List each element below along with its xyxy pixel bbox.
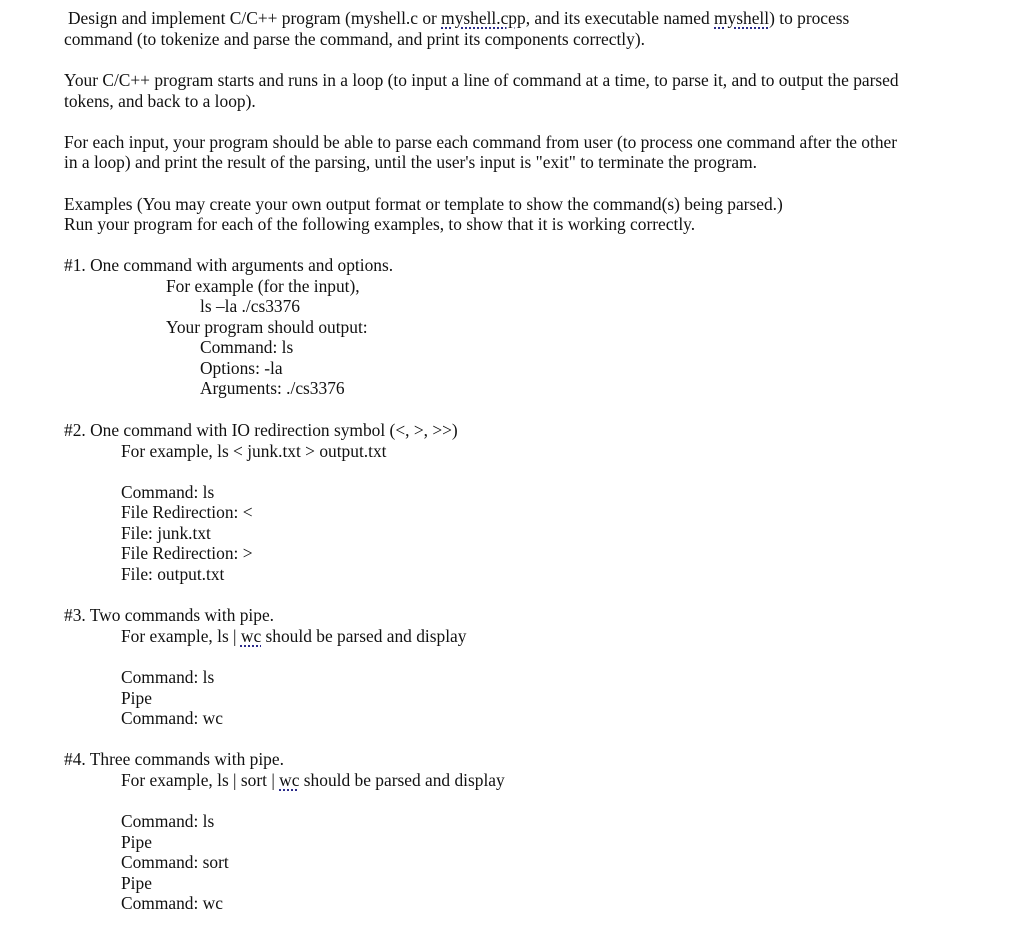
filename-cpp: myshell.cpp <box>441 8 526 28</box>
example-3-for-example <box>121 626 466 647</box>
example-3-output-line: Pipe <box>121 688 152 708</box>
example-2-output-line: File Redirection: > <box>121 543 253 563</box>
example-4-output-line: Command: sort <box>121 852 229 872</box>
example-1-input: ls –la ./cs3376 <box>200 296 300 316</box>
example-3-output-line: Command: wc <box>121 708 223 728</box>
example-1-output-line: Options: -la <box>200 358 283 378</box>
example-1-output-line: Arguments: ./cs3376 <box>200 378 345 398</box>
example-1-for-example: For example (for the input), <box>166 276 360 296</box>
intro-line-1 <box>68 8 849 29</box>
example-1-heading: #1. One command with arguments and options. <box>64 255 394 275</box>
example-2-output-line: Command: ls <box>121 482 215 502</box>
example-1-output-line: Command: ls <box>200 337 294 357</box>
intro-text: , and its executable named <box>525 8 715 28</box>
intro-text: ) to process <box>769 8 850 28</box>
example-3-text: should be parsed and display <box>261 626 467 646</box>
example-4-wc: wc <box>279 770 300 790</box>
example-3-output-line: Command: ls <box>121 667 215 687</box>
example-4-heading: #4. Three commands with pipe. <box>64 749 284 769</box>
intro-text: Design and implement C/C++ program (myshell.c or <box>68 8 442 28</box>
intro-line-3: Your C/C++ program starts and runs in a loop (to input a line of command at a time, to parse it, and to output the parsed <box>64 70 899 90</box>
example-4-output-line: Command: wc <box>121 893 223 913</box>
example-4-output-line: Pipe <box>121 873 152 893</box>
intro-line-4: tokens, and back to a loop). <box>64 91 256 111</box>
example-2-heading: #2. One command with IO redirection symbol (<, >, >>) <box>64 420 458 440</box>
example-4-output-line: Pipe <box>121 832 152 852</box>
example-3-heading: #3. Two commands with pipe. <box>64 605 275 625</box>
intro-line-5: For each input, your program should be able to parse each command from user (to process one command after the other <box>64 132 898 152</box>
example-1-should-output: Your program should output: <box>166 317 368 337</box>
example-2-output-line: File: output.txt <box>121 564 225 584</box>
executable-name: myshell <box>714 8 770 28</box>
example-3-wc: wc <box>240 626 262 646</box>
intro-line-8: Run your program for each of the following examples, to show that it is working correctly. <box>64 214 696 234</box>
example-2-output-line: File: junk.txt <box>121 523 211 543</box>
example-3-text: For example, ls | <box>121 626 241 646</box>
example-4-text: For example, ls | sort | <box>121 770 280 790</box>
example-2-output-line: File Redirection: < <box>121 502 253 522</box>
intro-line-6: in a loop) and print the result of the parsing, until the user's input is "exit" to terminate the program. <box>64 152 758 172</box>
intro-line-7: Examples (You may create your own output format or template to show the command(s) being parsed.) <box>64 194 783 214</box>
intro-line-2: command (to tokenize and parse the command, and print its components correctly). <box>64 29 645 49</box>
example-4-text: should be parsed and display <box>299 770 505 790</box>
example-4-for-example <box>121 770 505 791</box>
example-2-for-example: For example, ls < junk.txt > output.txt <box>121 441 387 461</box>
example-4-output-line: Command: ls <box>121 811 215 831</box>
